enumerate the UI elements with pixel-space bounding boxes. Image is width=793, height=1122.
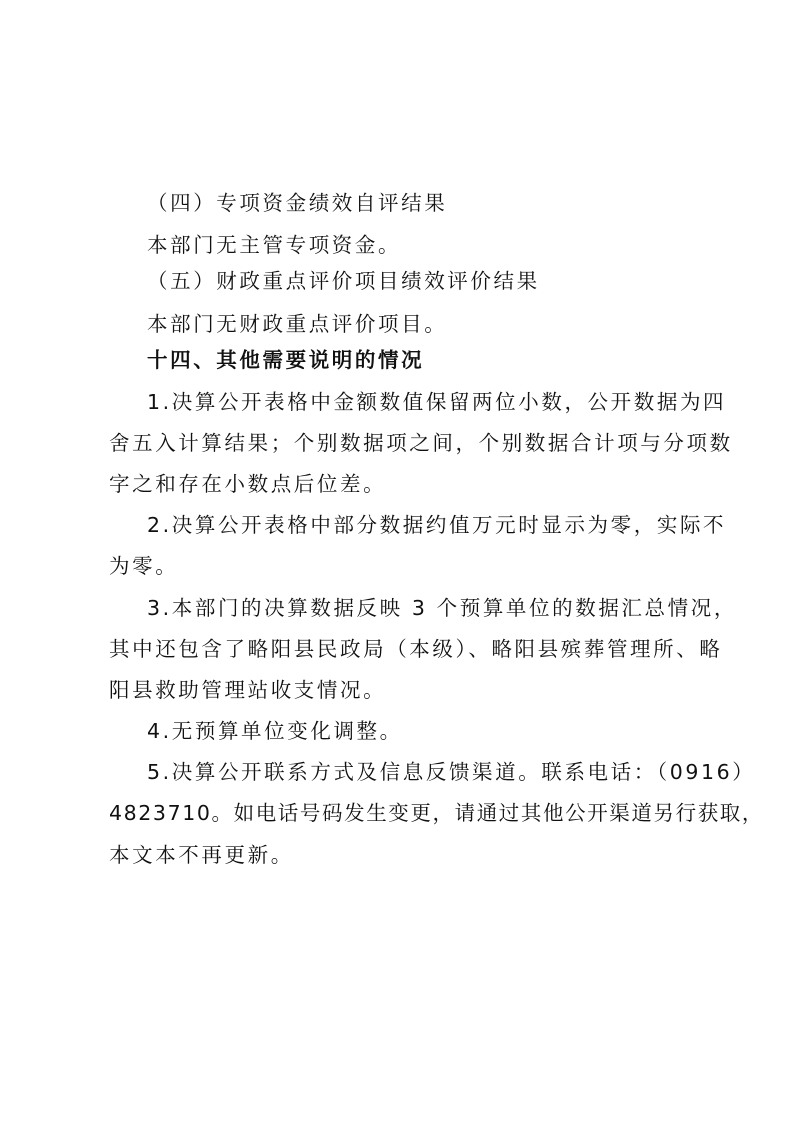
note-5-line-3: 本文本不再更新。 — [109, 843, 294, 867]
note-3-line-2: 其中还包含了略阳县民政局（本级）、略阳县殡葬管理所、略 — [109, 637, 723, 661]
note-1-line-3: 字之和存在小数点后位差。 — [109, 472, 387, 496]
note-2-line-2: 为零。 — [109, 554, 179, 578]
note-1-line-1: 1.决算公开表格中金额数值保留两位小数，公开数据为四 — [147, 390, 727, 414]
note-4-line-1: 4.无预算单位变化调整。 — [147, 719, 403, 743]
section-4-body: 本部门无主管专项资金。 — [147, 233, 402, 257]
section-5-heading: （五）财政重点评价项目绩效评价结果 — [147, 269, 540, 293]
section-14-heading: 十四、其他需要说明的情况 — [147, 348, 425, 372]
section-5-body: 本部门无财政重点评价项目。 — [147, 312, 448, 336]
note-5-line-1: 5.决算公开联系方式及信息反馈渠道。联系电话：（0916） — [147, 760, 756, 784]
section-4-heading: （四）专项资金绩效自评结果 — [147, 191, 448, 215]
note-1-line-2: 舍五入计算结果；个别数据项之间，个别数据合计项与分项数 — [109, 431, 733, 455]
note-3-line-3: 阳县救助管理站收支情况。 — [109, 678, 387, 702]
note-5-line-2: 4823710。如电话号码发生变更，请通过其他公开渠道另行获取， — [109, 801, 764, 825]
note-2-line-1: 2.决算公开表格中部分数据约值万元时显示为零，实际不 — [147, 513, 727, 537]
note-3-line-1: 3.本部门的决算数据反映 3 个预算单位的数据汇总情况， — [147, 596, 737, 620]
